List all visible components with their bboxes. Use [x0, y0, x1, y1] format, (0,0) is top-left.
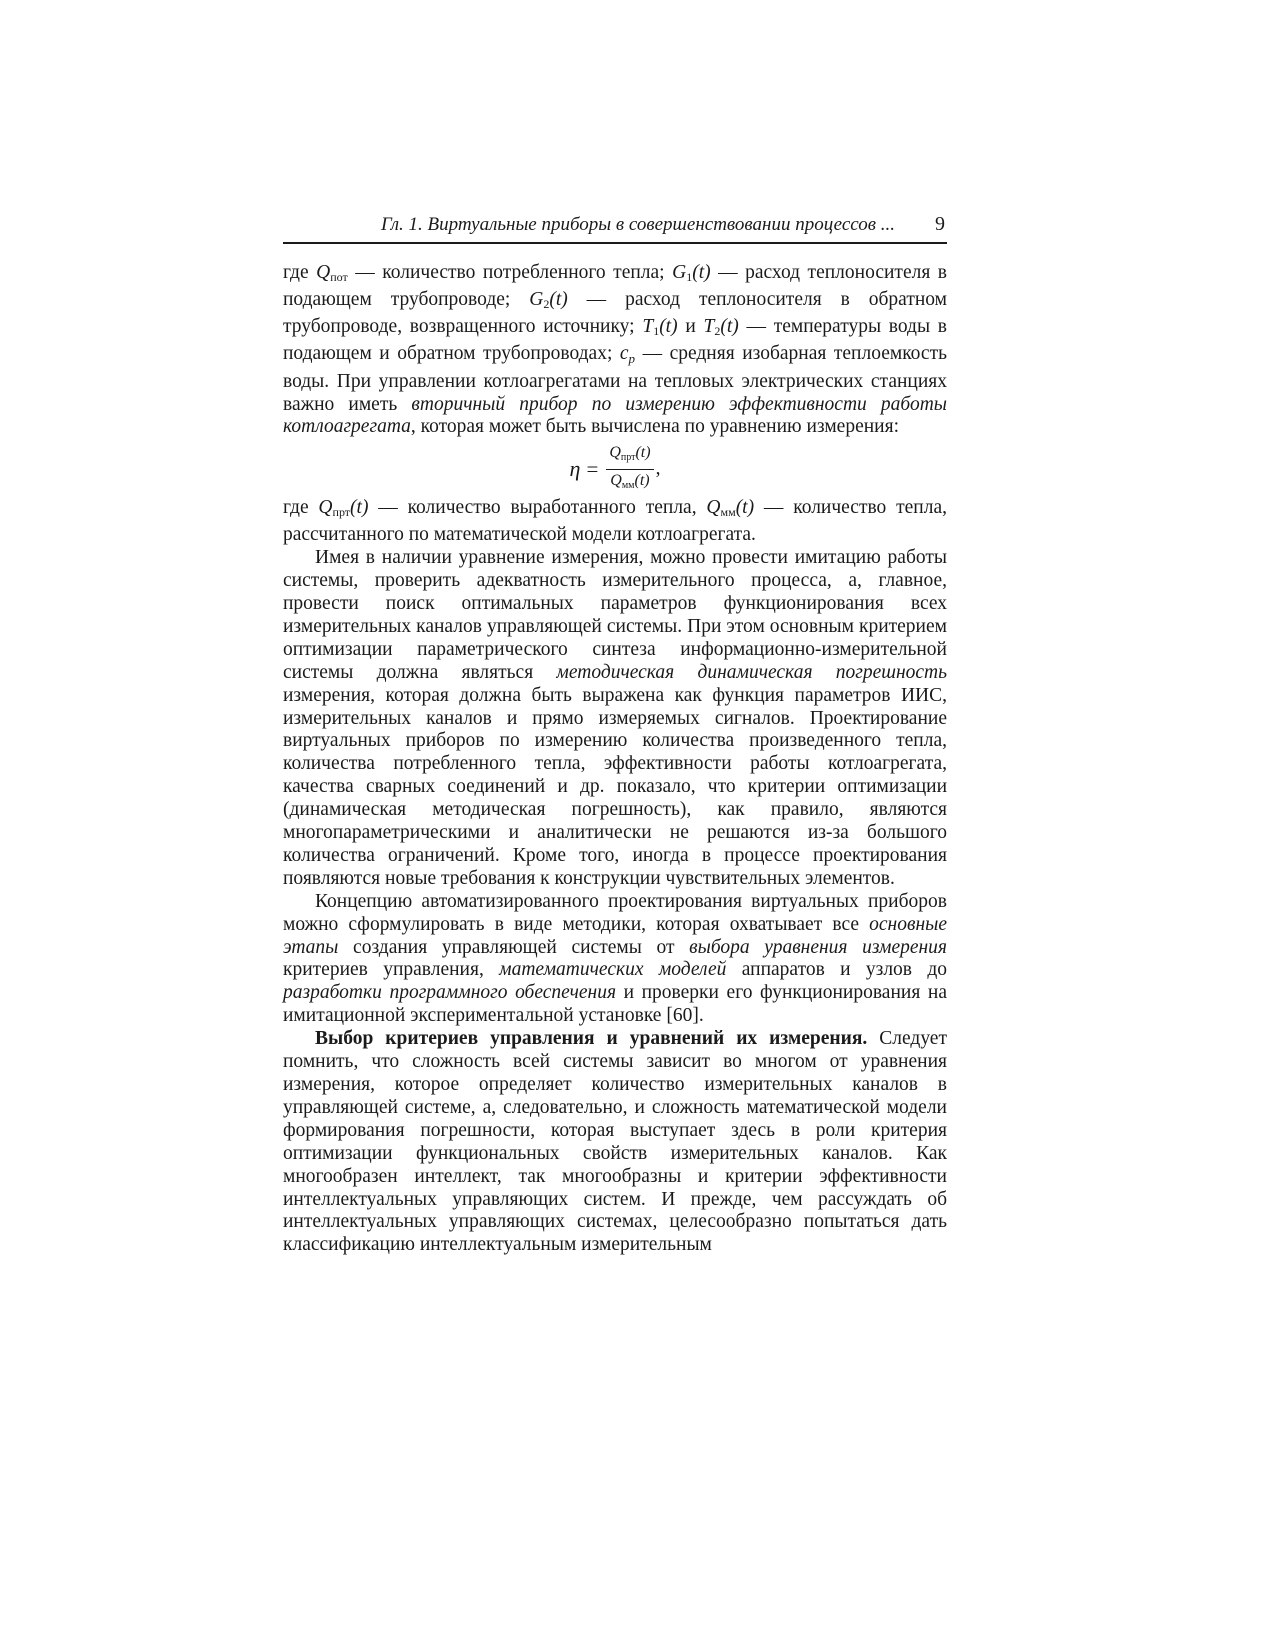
paragraph-3: Имея в наличии уравнение измерения, можно провести имитацию работы системы, проверить адекватность измерительного процесса, а, главное, провести поиск оптимальных параметров функционирования всех измерительных каналов управляющей системы. При этом основным критерием оптимизации параметрического синтеза информационно-измерительной системы должна являться методическая динамическая погрешность измерения, которая должна быть выражена как функция параметров ИИС, измерительных каналов и прямо измеряемых сигналов. Проектирование виртуальных приборов по измерению количества произведенного тепла, количества потребленного тепла, эффективности работы котлоагрегата, качества сварных соединений и др. показало, что критерии оптимизации (динамическая методическая погрешность), как правило, являются многопараметрическими и аналитически не решаются из-за большого количества ограничений. Кроме того, иногда в процессе проектирования появляются новые требования к конструкции чувствительных элементов. — [283, 547, 947, 889]
section-heading: Выбор критериев управления и уравнений их измерения. — [315, 1028, 868, 1050]
running-header — [283, 212, 947, 244]
paragraph-4: Концепцию автоматизированного проектирования виртуальных приборов можно сформулировать в виде методики, которая охватывает все основные этапы создания управляющей системы от выбора уравнения измерения критериев управления, математических моделей аппаратов и узлов до разработки программного обеспечения и проверки его функционирования на имитационной экспериментальной установке [60]. — [283, 890, 947, 1027]
page-number: 9 — [935, 213, 945, 235]
running-title: Гл. 1. Виртуальные приборы в совершенствовании процессов ... — [380, 214, 895, 235]
paragraph-1: где $Q_{пот}$ — количество потребленного тепла; $G_1(t)$ — расход теплоносителя в подающем трубопроводе; $G_2(t)$ — расход теплоносителя в обратном трубопроводе, возвращенного источнику; $T_1(t)$ и $T_2(t)$ — температуры воды в подающем и обратном трубопроводах; $c_p$ — средняя изобарная теплоемкость воды. При управлении котлоагрегатами на тепловых электрических станциях важно иметь вторичный прибор по измерению эффективности работы котлоагрегата, которая может быть вычислена по уравнению измерения: — [283, 262, 948, 438]
equation-efficiency: η = $\frac{\text{Qпрт(t)}}{\text{Qмм(t)}}$ , — [283, 441, 947, 497]
paragraph-5: Выбор критериев управления и уравнений их измерения. Следует помнить, что сложность всей системы зависит во многом от уравнения измерения, которое определяет количество измерительных каналов в управляющей системе, а, следовательно, и сложность математической модели формирования погрешности, которая выступает здесь в роли критерия оптимизации функциональных свойств измерительных каналов. Как многообразен интеллект, так многообразны и критерии эффективности интеллектуальных управляющих систем. И прежде, чем рассуждать об интеллектуальных управляющих системах, целесообразно попытаться дать классификацию интеллектуальным измерительным — [283, 1028, 947, 1256]
fraction: $\frac{\text{Qпрт(t)}}{\text{Qмм(t)}}$ — [606, 443, 653, 496]
paragraph-2: где $Q_{прт}(t)$ — количество выработанного тепла, $Q_{мм}(t)$ — количество тепла, рассчитанного по математической модели котлоагрегата. — [283, 497, 947, 546]
body-text — [283, 262, 947, 1257]
